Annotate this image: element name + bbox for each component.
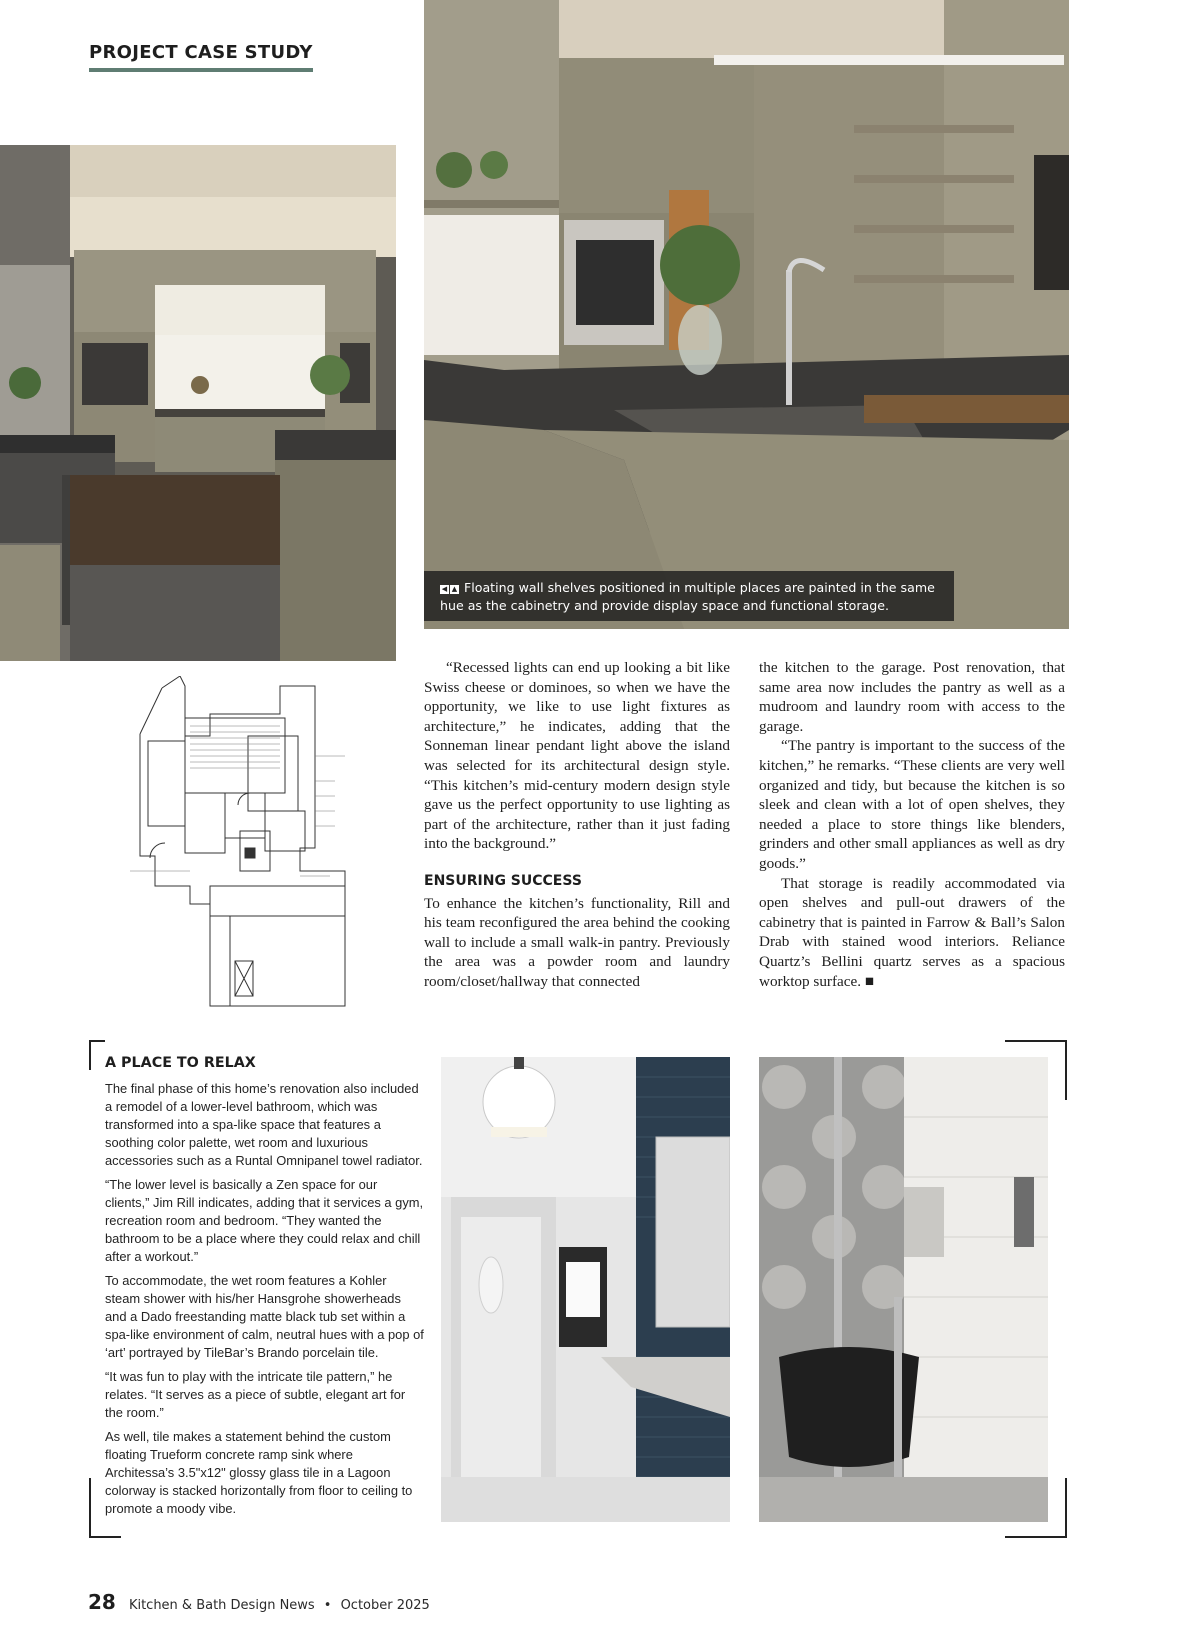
sidebar-paragraph: “The lower level is basically a Zen space for our clients,” Jim Rill indicates, adding that it services a gym, recreation room and bedroom. “They wanted the bathroom to be a place where they could relax and chill after a workout.” bbox=[105, 1177, 424, 1264]
sidebar-body bbox=[105, 1080, 425, 1524]
caption-text: Floating wall shelves positioned in multiple places are painted in the same hue as the cabinetry and provide display space and functional storage. bbox=[440, 580, 935, 613]
subheading: ENSURING SUCCESS bbox=[424, 872, 582, 889]
article-column-2 bbox=[759, 658, 1065, 991]
kitchen-island-sink-photo bbox=[424, 0, 1069, 629]
publication-name: Kitchen & Bath Design News bbox=[128, 1598, 315, 1613]
article-paragraph bbox=[759, 874, 1065, 992]
sidebar-paragraph: “It was fun to play with the intricate tile pattern,” he relates. “It serves as a piece of subtle, elegant art for the room.” bbox=[105, 1369, 406, 1420]
folio-separator: • bbox=[323, 1598, 332, 1613]
section-label: PROJECT CASE STUDY bbox=[89, 42, 313, 72]
left-arrow-icon: ◀ bbox=[441, 585, 448, 593]
floor-plan-drawing bbox=[130, 676, 350, 1016]
sidebar-paragraph: The final phase of this home’s renovation also included a remodel of a lower-level bathroom, which was transformed into a spa-like space that features a soothing color palette, wet room and luxurious accessories such as a Runtal Omnipanel towel radiator. bbox=[105, 1081, 423, 1168]
up-arrow-icon: ▲ bbox=[451, 585, 458, 593]
sidebar-title: A PLACE TO RELAX bbox=[105, 1055, 256, 1071]
sidebar-paragraph: As well, tile makes a statement behind the custom floating Trueform concrete ramp sink where Architessa’s 3.5"x12" glossy glass tile in a Lagoon colorway is stacked horizontally from floor to ceiling to promote a moody vibe. bbox=[105, 1429, 413, 1516]
bathroom-tub-photo bbox=[759, 1057, 1048, 1522]
article-paragraph: “The pantry is important to the success of the kitchen,” he remarks. “These clients are very well organized and tidy, but because the kitchen is so sleek and clean with a lot of open shelves, they needed a place to store things like blenders, grinders and other small appliances as well as dry goods.” bbox=[759, 737, 1065, 872]
end-mark: ■ bbox=[864, 972, 875, 990]
sidebar-paragraph: To accommodate, the wet room features a Kohler steam shower with his/her Hansgrohe showerheads and a Dado freestanding matte black tub set within a spa-like environment of calm, neutral hues with a pop of ‘art’ portrayed by TileBar’s Brando porcelain tile. bbox=[105, 1273, 424, 1360]
page-number: 28 bbox=[88, 1590, 116, 1614]
article-paragraph: To enhance the kitchen’s functionality, Rill and his team reconfigured the area behind the cooking wall to include a small walk-in pantry. Previously the area was a powder room and laundry room/closet/hallway that connected bbox=[424, 894, 730, 990]
kitchen-wide-photo bbox=[0, 145, 396, 661]
sidebar-bracket-top-left bbox=[89, 1040, 105, 1070]
issue-date: October 2025 bbox=[340, 1598, 430, 1613]
article-paragraph: “Recessed lights can end up looking a bit like Swiss cheese or dominoes, so when we have the opportunity, we like to use light fixtures as architecture,” he indicates, adding that the Sonneman linear pendant light above the island was selected for its architectural design style. “This kitchen’s mid-century modern design style gave us the perfect opportunity to use lighting as part of the architecture, rather than it just fading into the background.” bbox=[424, 659, 730, 853]
article-paragraph-text: That storage is readily accommodated via open shelves and pull-out drawers of the cabinetry that is painted in Farrow & Ball’s Salon Drab with stained wood interiors. Reliance Quartz’s Bellini quartz serves as a spacious worktop surface. bbox=[759, 874, 1065, 990]
photo-caption bbox=[424, 571, 954, 621]
article-column-1 bbox=[424, 658, 730, 992]
article-paragraph: the kitchen to the garage. Post renovation, that same area now includes the pantry as well as a mudroom and laundry room with access to the garage. bbox=[759, 659, 1065, 735]
bathroom-sink-photo bbox=[441, 1057, 730, 1522]
page-folio bbox=[88, 1590, 430, 1614]
